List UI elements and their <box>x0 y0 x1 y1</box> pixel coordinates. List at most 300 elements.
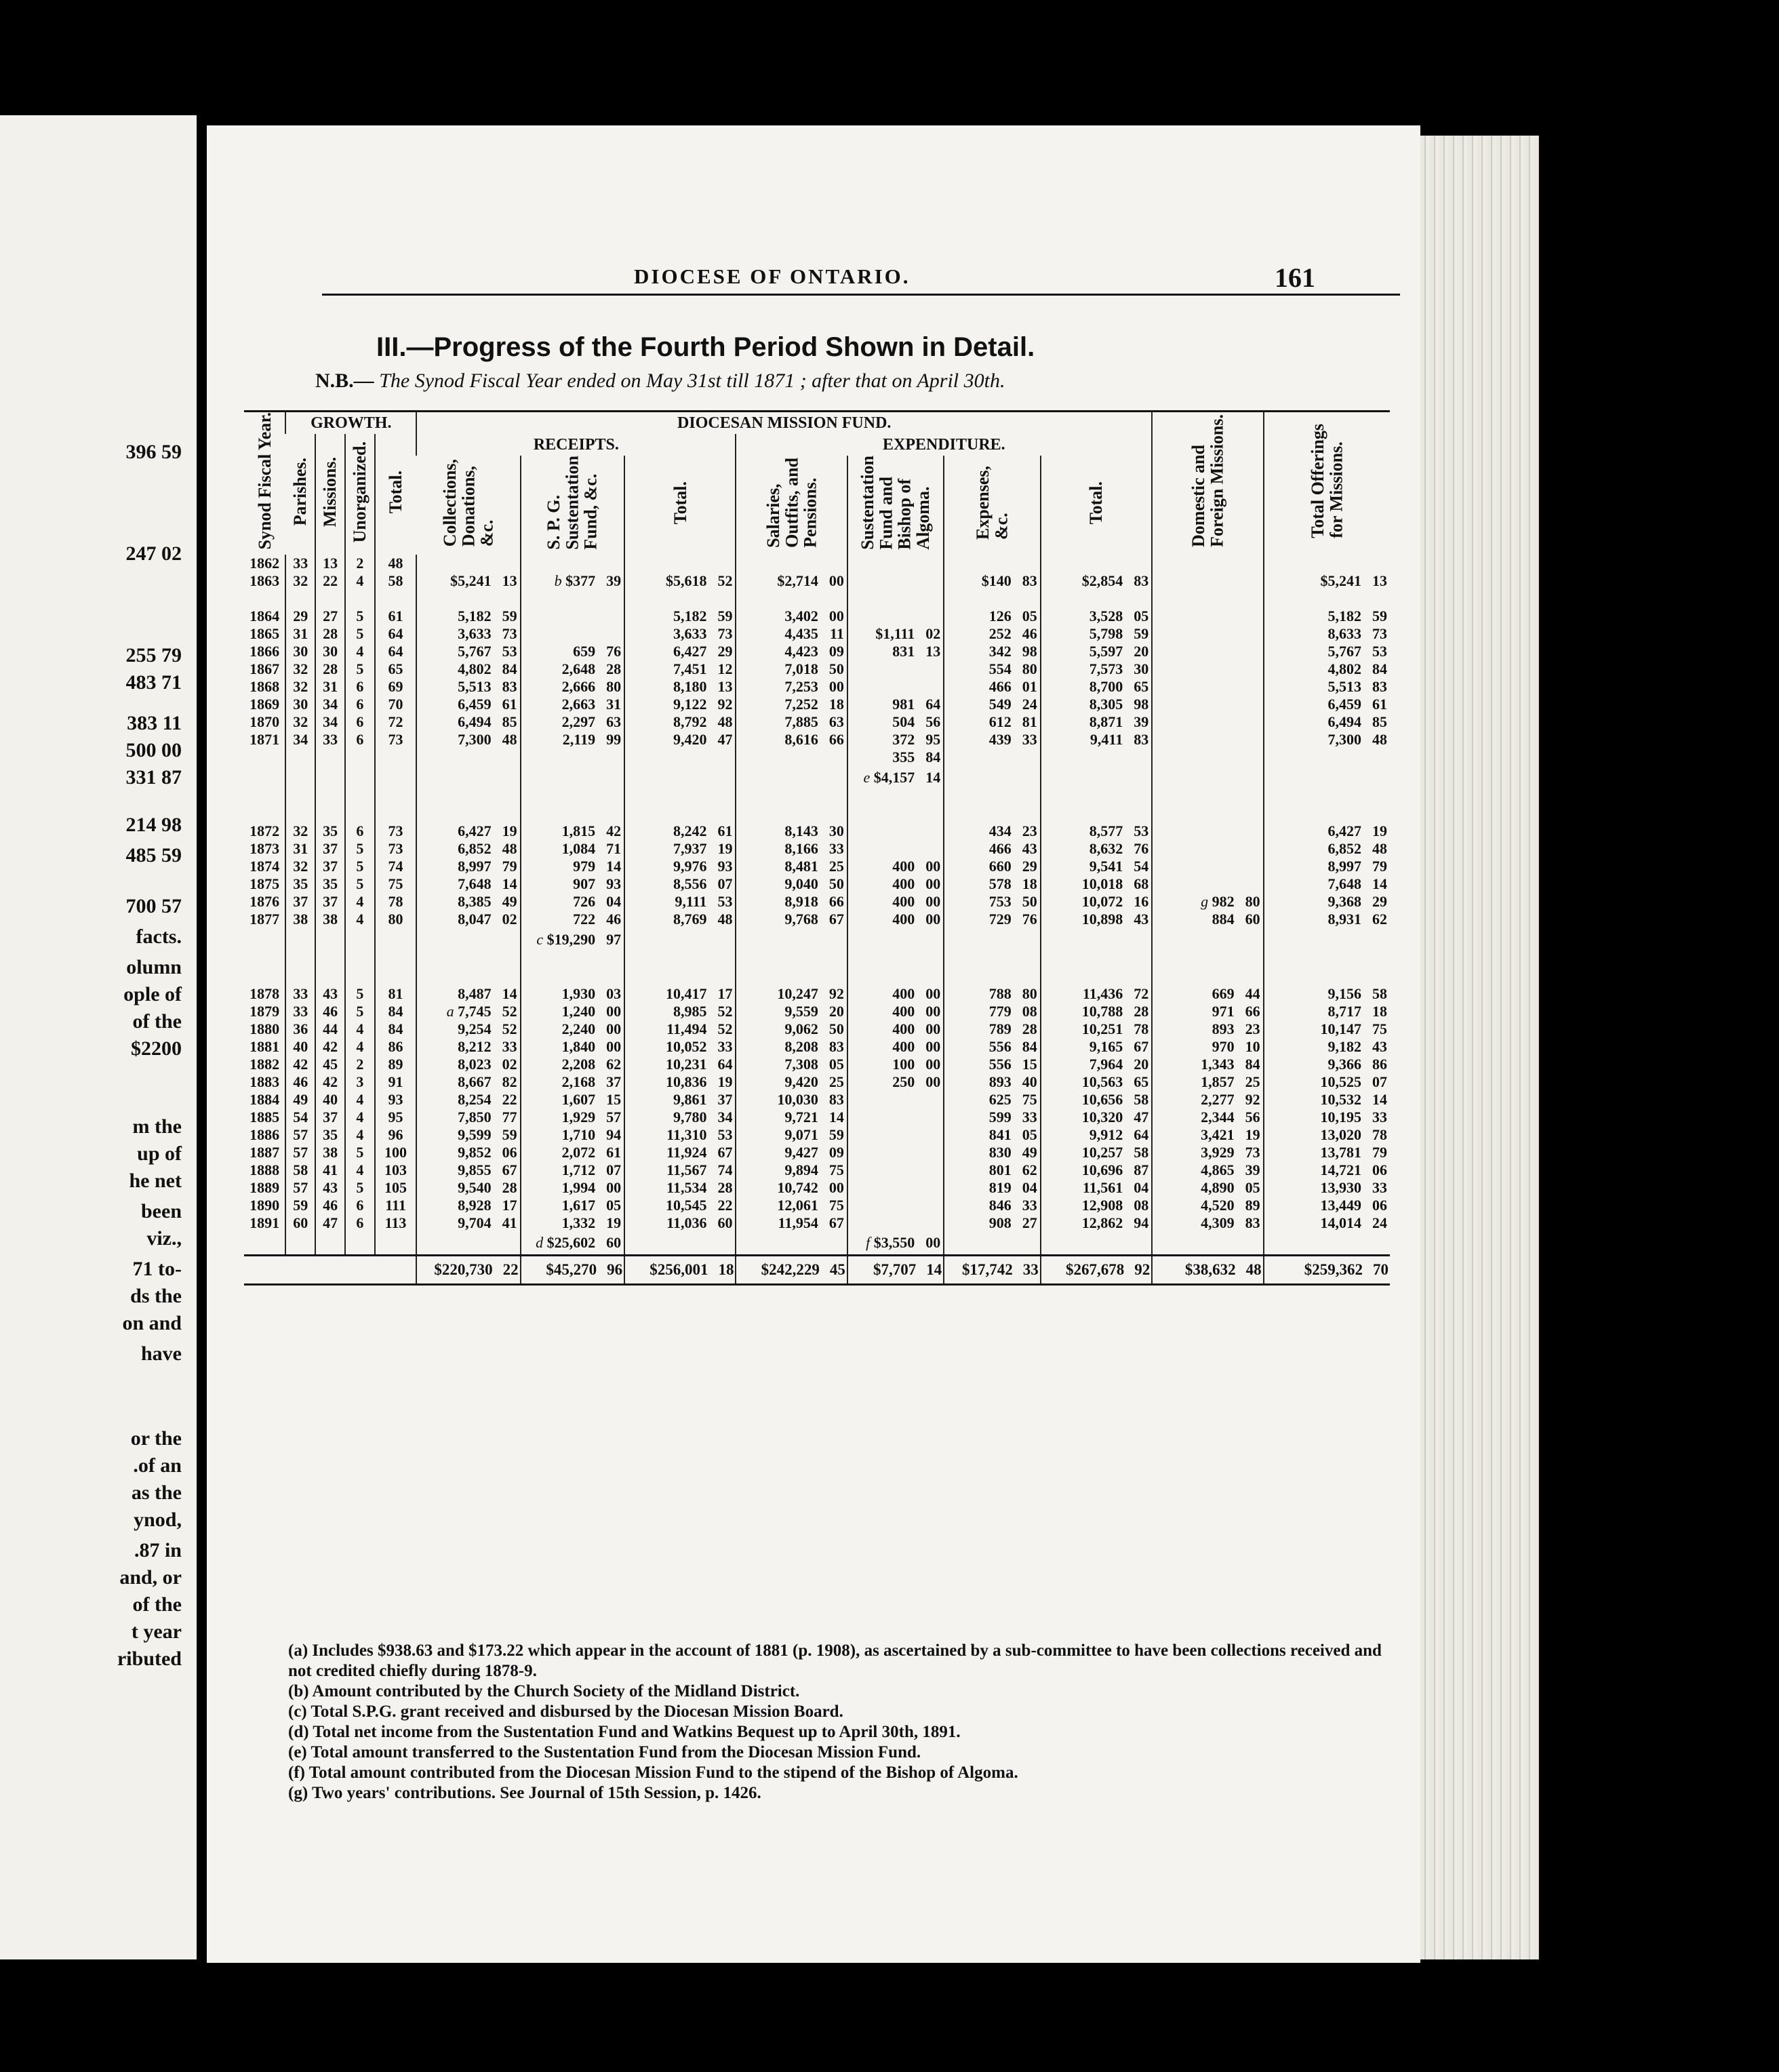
cell-amount <box>847 1161 944 1179</box>
col-header-missions-text: Missions. <box>320 456 340 527</box>
amount-cents: 53 <box>717 893 733 911</box>
cell-amount <box>624 1003 736 1020</box>
group-header-growth: GROWTH. <box>285 412 416 435</box>
amount-cents: 66 <box>828 893 844 911</box>
amount-cents: 18 <box>718 1261 734 1279</box>
amount-dollars: 2,648 <box>561 660 596 677</box>
cell-count: 57 <box>285 1144 315 1161</box>
cell-count: 113 <box>375 1214 416 1232</box>
cell-spacer <box>847 951 944 985</box>
amount-dollars: 830 <box>988 1143 1012 1161</box>
cell-subtotal <box>244 1231 285 1255</box>
amount-dollars: 1,994 <box>561 1178 596 1196</box>
amount-dollars: 7,253 <box>784 677 818 695</box>
amount-cents: 00 <box>925 875 941 893</box>
col-header-missions <box>315 434 345 555</box>
cell-amount <box>624 607 736 625</box>
amount-cents: 56 <box>925 713 941 730</box>
left-page-text: 485 59 <box>125 844 182 866</box>
amount-dollars: 779 <box>988 1003 1012 1020</box>
cell-count: 4 <box>345 893 375 911</box>
col-header-total-text: Total. <box>385 470 405 514</box>
amount-cents: 07 <box>717 875 733 893</box>
cell-spacer <box>1152 789 1263 822</box>
cell-amount <box>1152 1197 1263 1214</box>
amount-dollars: 12,061 <box>777 1196 818 1214</box>
amount-dollars: 556 <box>988 1037 1012 1055</box>
amount-cents: 59 <box>502 607 517 624</box>
amount-dollars: 4,802 <box>458 660 492 677</box>
cell-count: 54 <box>285 1109 315 1126</box>
cell-year: 1890 <box>249 1196 280 1214</box>
cell-amount <box>416 1179 520 1197</box>
cell-amount <box>1152 893 1263 911</box>
cell-amount <box>416 1003 520 1020</box>
amount-cents: 19 <box>1372 822 1387 840</box>
amount-cents: 00 <box>925 985 941 1003</box>
amount-cents: 46 <box>606 911 622 928</box>
cell-amount <box>1264 911 1390 928</box>
cell-year: 1878 <box>249 985 280 1003</box>
amount-cents: 17 <box>717 985 733 1003</box>
amount-cents: 83 <box>1245 1214 1260 1231</box>
amount-cents: 23 <box>1245 1020 1260 1038</box>
amount-dollars: 9,721 <box>784 1108 818 1125</box>
cell-amount <box>944 625 1040 643</box>
cell-count: 6 <box>345 1197 375 1214</box>
cell-spacer <box>521 789 624 822</box>
cell-spacer <box>944 951 1040 985</box>
cell-amount <box>416 822 520 840</box>
amount-cents: 92 <box>717 695 733 713</box>
amount-dollars: 4,802 <box>1327 660 1361 677</box>
amount-cents: 71 <box>606 840 622 858</box>
cell-spacer <box>416 951 520 985</box>
amount-dollars: 4,423 <box>784 642 818 660</box>
amount-dollars: 9,040 <box>784 875 818 893</box>
amount-dollars: 400 <box>892 1037 915 1055</box>
amount-dollars: 1,712 <box>561 1161 596 1178</box>
cell-subtotal <box>521 928 624 951</box>
left-page-text: 331 87 <box>125 766 182 789</box>
amount-cents: 01 <box>1022 677 1037 695</box>
cell-count: 42 <box>315 1038 345 1056</box>
amount-dollars: 10,147 <box>1320 1020 1361 1038</box>
cell-year: 1879 <box>249 1003 280 1020</box>
cell-amount <box>1041 1038 1152 1056</box>
amount-dollars: 7,451 <box>673 660 707 677</box>
amount-cents: 34 <box>717 1108 733 1125</box>
cell-amount <box>944 607 1040 625</box>
cell-year <box>244 749 285 766</box>
amount-dollars: 8,632 <box>1089 840 1123 858</box>
cell-amount <box>624 696 736 713</box>
cell-amount <box>736 1161 847 1179</box>
cell-amount <box>521 555 624 572</box>
cell-amount <box>521 893 624 911</box>
footnote: (g) Two years' contributions. See Journal of 15th Session, p. 1426. <box>288 1784 761 1802</box>
cell-subtotal <box>345 928 375 951</box>
amount-cents: 53 <box>1372 642 1387 660</box>
amount-cents: 33 <box>502 1037 517 1055</box>
col-header-spg <box>521 456 624 555</box>
amount-cents: 58 <box>1134 1090 1149 1108</box>
cell-amount <box>1152 660 1263 678</box>
cell-amount <box>1041 1073 1152 1091</box>
cell-count: 5 <box>345 875 375 893</box>
amount-dollars: 10,018 <box>1081 875 1123 893</box>
cell-amount <box>736 678 847 696</box>
cell-amount <box>416 572 520 590</box>
cell-amount <box>736 607 847 625</box>
amount-cents: 98 <box>1134 695 1149 713</box>
cell-spacer <box>521 951 624 985</box>
amount-cents: 00 <box>925 911 941 928</box>
amount-dollars: 9,071 <box>784 1125 818 1143</box>
cell-amount <box>847 911 944 928</box>
amount-cents: 14 <box>926 1261 942 1279</box>
cell-amount <box>624 822 736 840</box>
amount-dollars: 893 <box>988 1073 1012 1090</box>
amount-cents: 65 <box>1134 1073 1149 1090</box>
amount-cents: 59 <box>1134 624 1149 642</box>
cell-count: 6 <box>345 678 375 696</box>
cell-subtotal <box>847 928 944 951</box>
amount-cents: 50 <box>828 660 844 677</box>
cell-spacer <box>1264 590 1390 607</box>
amount-dollars: 13,449 <box>1320 1196 1361 1214</box>
amount-cents: 19 <box>717 1073 733 1090</box>
amount-dollars: 400 <box>892 1003 915 1020</box>
amount-dollars: 2,663 <box>561 695 596 713</box>
cell-amount <box>521 985 624 1003</box>
cell-amount <box>736 1020 847 1038</box>
col-header-total <box>375 434 416 555</box>
footnote-mark: b <box>554 572 566 589</box>
amount-cents: 61 <box>606 1143 622 1161</box>
amount-cents: 85 <box>502 713 517 730</box>
amount-dollars: 9,559 <box>784 1003 818 1020</box>
amount-cents: 07 <box>1372 1073 1387 1090</box>
cell-year: 1862 <box>249 555 280 572</box>
cell-amount <box>944 1109 1040 1126</box>
cell-subtotal <box>847 1231 944 1255</box>
cell-count: 111 <box>375 1197 416 1214</box>
left-page-text: 383 11 <box>127 712 182 734</box>
cell-amount <box>416 1109 520 1126</box>
cell-amount <box>1264 660 1390 678</box>
amount-dollars: 1,815 <box>561 822 596 840</box>
cell-amount <box>944 822 1040 840</box>
cell-amount <box>521 731 624 749</box>
amount-dollars: 7,745 <box>458 1003 492 1020</box>
amount-cents: 04 <box>1022 1178 1037 1196</box>
amount-cents: 11 <box>830 624 844 642</box>
cell-spacer <box>315 789 345 822</box>
col-header-expenses-text: Expenses, &c. <box>973 465 1012 540</box>
cell-amount <box>624 1144 736 1161</box>
amount-cents: 29 <box>1022 858 1037 875</box>
cell-count: 81 <box>375 985 416 1003</box>
cell-amount <box>944 840 1040 858</box>
amount-dollars: $2,714 <box>777 572 818 589</box>
amount-cents: 20 <box>1134 1055 1149 1073</box>
amount-cents: 59 <box>502 1125 517 1143</box>
amount-dollars: 6,427 <box>673 642 707 660</box>
amount-cents: 62 <box>1022 1161 1037 1178</box>
amount-dollars: 2,208 <box>561 1055 596 1073</box>
cell-spacer <box>285 789 315 822</box>
amount-dollars: 9,420 <box>784 1073 818 1090</box>
cell-subtotal <box>1041 766 1152 789</box>
amount-dollars: 10,836 <box>665 1073 707 1090</box>
cell-amount <box>847 607 944 625</box>
cell-amount <box>521 858 624 875</box>
amount-cents: 25 <box>828 858 844 875</box>
table-row <box>244 713 1390 731</box>
cell-spacer <box>1264 789 1390 822</box>
cell-amount <box>521 1144 624 1161</box>
cell-subtotal <box>624 766 736 789</box>
amount-dollars: 8,487 <box>458 985 492 1003</box>
totals-lead <box>244 1256 416 1284</box>
left-page-text: as the <box>131 1481 182 1504</box>
cell-amount <box>944 1126 1040 1144</box>
amount-cents: 28 <box>1022 1020 1037 1038</box>
amount-dollars: $2,854 <box>1081 572 1123 589</box>
cell-amount <box>1152 1056 1263 1073</box>
amount-dollars: 8,871 <box>1089 713 1123 730</box>
cell-subtotal <box>416 1231 520 1255</box>
amount-dollars: 9,894 <box>784 1161 818 1178</box>
cell-amount <box>624 643 736 660</box>
amount-cents: 43 <box>1134 911 1149 928</box>
amount-cents: 47 <box>717 730 733 748</box>
cell-amount <box>944 911 1040 928</box>
cell-count: 60 <box>285 1214 315 1232</box>
cell-subtotal <box>944 1231 1040 1255</box>
cell-spacer <box>244 951 285 985</box>
amount-dollars: 1,084 <box>561 840 596 858</box>
cell-amount <box>736 660 847 678</box>
cell-amount <box>624 1091 736 1109</box>
cell-year: 1867 <box>249 660 280 677</box>
amount-dollars: 6,494 <box>458 713 492 730</box>
cell-count: 96 <box>375 1126 416 1144</box>
amount-dollars: 8,769 <box>673 911 707 928</box>
cell-spacer <box>736 590 847 607</box>
cell-count: 6 <box>345 696 375 713</box>
cell-amount <box>521 643 624 660</box>
cell-amount <box>847 822 944 840</box>
amount-dollars: 8,928 <box>458 1196 492 1214</box>
amount-cents: 48 <box>502 730 517 748</box>
amount-dollars: 10,257 <box>1081 1143 1123 1161</box>
cell-amount <box>944 985 1040 1003</box>
cell-total <box>1041 1256 1152 1284</box>
amount-dollars: 981 <box>892 695 915 713</box>
table-row <box>244 893 1390 911</box>
amount-dollars: 9,540 <box>458 1178 492 1196</box>
cell-year: 1888 <box>249 1161 280 1178</box>
cell-count: 30 <box>315 643 345 660</box>
amount-dollars: 9,427 <box>784 1143 818 1161</box>
cell-amount <box>944 1144 1040 1161</box>
cell-amount <box>1152 1091 1263 1109</box>
cell-amount <box>944 1073 1040 1091</box>
amount-cents: 54 <box>1134 858 1149 875</box>
amount-cents: 13 <box>502 572 517 589</box>
amount-dollars: 8,997 <box>1327 858 1361 875</box>
cell-count: 3 <box>345 1073 375 1091</box>
cell-spacer <box>285 951 315 985</box>
amount-dollars: 5,597 <box>1089 642 1123 660</box>
amount-cents: 76 <box>1134 840 1149 858</box>
amount-dollars: 9,852 <box>458 1143 492 1161</box>
header-row-group <box>244 412 1390 435</box>
cell-subtotal <box>1041 928 1152 951</box>
amount-cents: 78 <box>1372 1125 1387 1143</box>
cell-total <box>1152 1256 1263 1284</box>
amount-dollars: 3,528 <box>1089 607 1123 624</box>
cell-amount <box>847 1214 944 1232</box>
cell-amount <box>416 1038 520 1056</box>
amount-dollars: 11,494 <box>666 1020 707 1038</box>
cell-subtotal <box>736 1231 847 1255</box>
amount-dollars: 7,937 <box>673 840 707 858</box>
amount-dollars: 10,563 <box>1081 1073 1123 1090</box>
table-row <box>244 1020 1390 1038</box>
cell-spacer <box>521 590 624 607</box>
amount-cents: 14 <box>925 768 941 786</box>
cell-amount <box>1264 713 1390 731</box>
amount-cents: 73 <box>1372 624 1387 642</box>
cell-amount <box>1264 1038 1390 1056</box>
cell-count: 6 <box>345 1214 375 1232</box>
amount-dollars: 10,742 <box>777 1178 818 1196</box>
cell-spacer <box>1152 951 1263 985</box>
table-row <box>244 572 1390 590</box>
amount-dollars: 2,240 <box>561 1020 596 1038</box>
spacer-row <box>244 590 1390 607</box>
cell-amount <box>1041 840 1152 858</box>
left-page-text: ds the <box>130 1285 182 1307</box>
cell-count: 4 <box>345 1020 375 1038</box>
cell-count: 44 <box>315 1020 345 1038</box>
footnote-mark: c <box>536 931 547 949</box>
amount-cents: 52 <box>502 1020 517 1038</box>
amount-cents: 14 <box>1372 875 1387 893</box>
cell-amount <box>1041 696 1152 713</box>
cell-count: 103 <box>375 1161 416 1179</box>
cell-amount <box>944 1038 1040 1056</box>
amount-cents: 58 <box>1134 1143 1149 1161</box>
cell-amount <box>624 1056 736 1073</box>
amount-dollars: 8,556 <box>673 875 707 893</box>
amount-cents: 78 <box>1134 1020 1149 1038</box>
cell-spacer <box>315 951 345 985</box>
amount-cents: 64 <box>1134 1125 1149 1143</box>
amount-cents: 80 <box>1022 985 1037 1003</box>
cell-amount <box>416 1020 520 1038</box>
amount-dollars: 659 <box>573 642 596 660</box>
amount-dollars: 10,247 <box>777 985 818 1003</box>
amount-cents: 33 <box>1022 1108 1037 1125</box>
cell-amount <box>944 1161 1040 1179</box>
amount-cents: 80 <box>1245 893 1260 911</box>
amount-dollars: 7,964 <box>1089 1055 1123 1073</box>
cell-count: 84 <box>375 1003 416 1020</box>
amount-cents: 07 <box>606 1161 622 1178</box>
amount-dollars: 7,252 <box>784 695 818 713</box>
cell-subtotal <box>944 766 1040 789</box>
amount-cents: 08 <box>1022 1003 1037 1020</box>
cell-amount <box>1152 858 1263 875</box>
cell-count: 37 <box>315 840 345 858</box>
cell-amount <box>416 660 520 678</box>
cell-amount <box>1264 1214 1390 1232</box>
amount-dollars: 10,251 <box>1081 1020 1123 1038</box>
amount-cents: 70 <box>1373 1261 1388 1279</box>
cell-subtotal <box>736 766 847 789</box>
cell-count: 42 <box>315 1073 345 1091</box>
cell-year: 1887 <box>249 1143 280 1161</box>
cell-amount <box>416 555 520 572</box>
cell-amount <box>521 840 624 858</box>
cell-year: 1881 <box>249 1037 280 1055</box>
cell-amount <box>944 678 1040 696</box>
amount-dollars: 789 <box>988 1020 1012 1038</box>
amount-cents: 75 <box>828 1196 844 1214</box>
amount-dollars: 10,525 <box>1320 1073 1361 1090</box>
amount-dollars: 9,062 <box>784 1020 818 1038</box>
cell-amount <box>416 1126 520 1144</box>
col-header-expenses <box>944 456 1040 555</box>
cell-amount <box>736 893 847 911</box>
cell-amount <box>736 625 847 643</box>
cell-amount <box>1152 713 1263 731</box>
cell-amount <box>736 643 847 660</box>
cell-subtotal <box>944 928 1040 951</box>
left-page-text: been <box>141 1200 182 1222</box>
amount-cents: 64 <box>717 1055 733 1073</box>
amount-cents: 28 <box>606 660 622 677</box>
cell-amount <box>624 572 736 590</box>
amount-cents: 43 <box>1372 1037 1387 1055</box>
cell-count: 28 <box>315 660 345 678</box>
amount-dollars: $220,730 <box>434 1261 493 1279</box>
cell-subtotal <box>1041 1231 1152 1255</box>
cell-year: 1884 <box>249 1090 280 1108</box>
col-header-parishes <box>285 434 315 555</box>
cell-amount <box>1264 1161 1390 1179</box>
cell-amount <box>416 643 520 660</box>
amount-cents: 80 <box>1022 660 1037 677</box>
amount-dollars: 3,929 <box>1201 1143 1235 1161</box>
cell-count: 31 <box>285 840 315 858</box>
col-header-sustentation <box>847 456 944 555</box>
cell-amount <box>1152 1003 1263 1020</box>
amount-dollars: 7,850 <box>458 1108 492 1125</box>
table-row <box>244 643 1390 660</box>
amount-dollars: 907 <box>573 875 596 893</box>
table-row <box>244 625 1390 643</box>
cell-amount <box>847 893 944 911</box>
cell-count: 41 <box>315 1161 345 1179</box>
table-row <box>244 678 1390 696</box>
amount-cents: 00 <box>606 1003 622 1020</box>
cell-amount <box>1041 607 1152 625</box>
